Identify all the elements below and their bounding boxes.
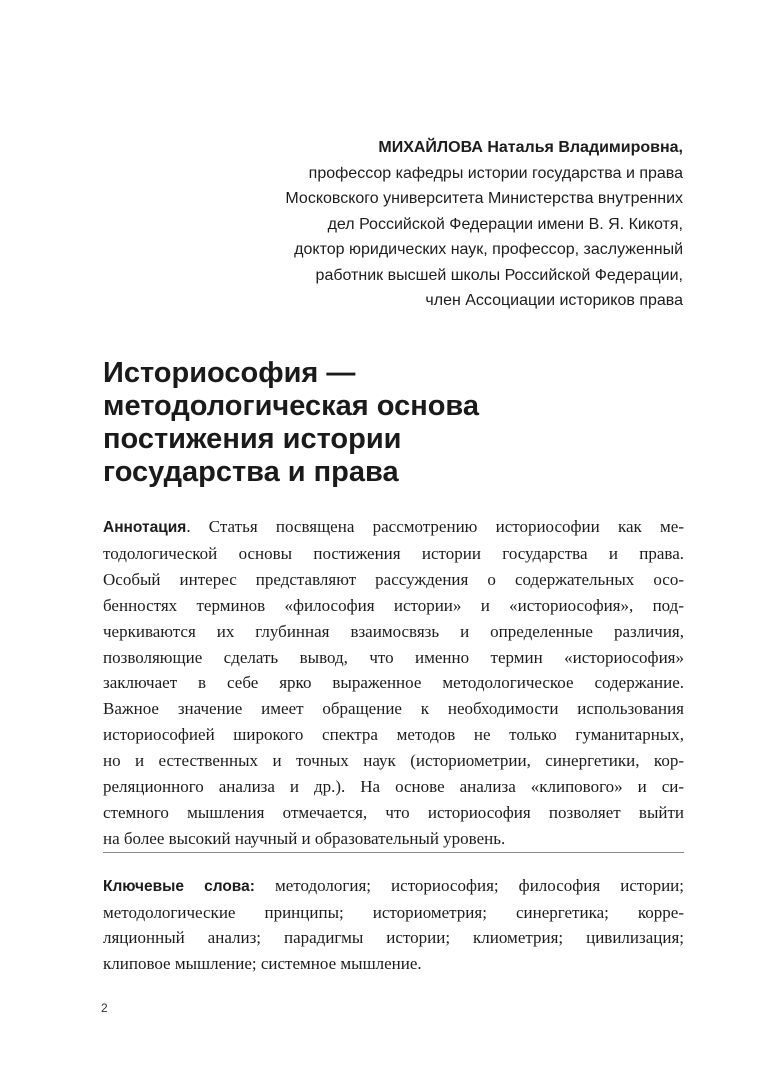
author-block	[83, 135, 683, 314]
abstract-line: но и естественных и точных наук (историометрии, синергетики, кор-	[103, 751, 684, 771]
author-affiliation-line: Московского университета Министерства внутренних	[285, 190, 683, 207]
abstract-line: тодологической основы постижения истории государства и права.	[103, 543, 684, 563]
abstract-line: историософией широкого спектра методов не только гуманитарных,	[103, 725, 684, 745]
abstract-line: реляционного анализа и др.). На основе анализа «клипового» и си-	[103, 777, 684, 797]
abstract-line: заключает в себе ярко выраженное методологическое содержание.	[103, 673, 684, 693]
abstract-line: Важное значение имеет обращение к необходимости использования	[103, 699, 684, 719]
author-affiliation-line: доктор юридических наук, профессор, заслуженный	[294, 241, 683, 258]
keywords-line: клиповое мышление; системное мышление.	[103, 953, 422, 973]
abstract-line: стемного мышления отмечается, что историософия позволяет выйти	[103, 802, 684, 822]
page-number: 2	[101, 1001, 108, 1015]
keywords-line	[103, 873, 684, 900]
abstract-label: Аннотация	[103, 519, 187, 536]
abstract	[103, 514, 684, 852]
author-affiliation-line: работник высшей школы Российской Федерации,	[315, 266, 683, 284]
abstract-line: бенностях терминов «философия истории» и «историософия», под-	[103, 595, 684, 615]
author-name-line	[83, 135, 683, 161]
section-divider	[103, 852, 684, 853]
title-line: Историософия —	[103, 357, 356, 389]
keywords-line: методологические принципы; историометрия; синергетика; корре-	[103, 902, 684, 922]
article-title	[103, 357, 693, 489]
title-line: постижения истории	[103, 423, 402, 455]
abstract-line: Особый интерес представляют рассуждения о содержательных осо-	[103, 569, 684, 589]
author-affiliation-line: член Ассоциации историков права	[425, 292, 683, 309]
abstract-line: позволяющие сделать вывод, что именно термин «историософия»	[103, 647, 684, 667]
keywords-text: методология; историософия; философия истории;	[254, 876, 684, 895]
author-affiliation-line: профессор кафедры истории государства и права	[308, 164, 683, 182]
abstract-line: на более высокий научный и образовательный уровень.	[103, 828, 506, 848]
abstract-text: . Статья посвящена рассмотрению историософии как ме-	[186, 517, 684, 536]
keywords-label: Ключевые слова:	[103, 878, 255, 895]
author-affiliation-line: дел Российской Федерации имени В. Я. Кикотя,	[327, 215, 683, 233]
keywords-line: ляционный анализ; парадигмы истории; клиометрия; цивилизация;	[103, 928, 684, 947]
author-surname: МИХАЙЛОВА	[378, 139, 483, 156]
abstract-line	[103, 514, 684, 541]
abstract-line: черкиваются их глубинная взаимосвязь и определенные различия,	[103, 621, 684, 641]
title-line: методологическая основа	[103, 390, 480, 422]
author-given-names: Наталья Владимировна,	[482, 139, 683, 156]
title-line: государства и права	[103, 456, 399, 488]
keywords	[103, 873, 684, 976]
